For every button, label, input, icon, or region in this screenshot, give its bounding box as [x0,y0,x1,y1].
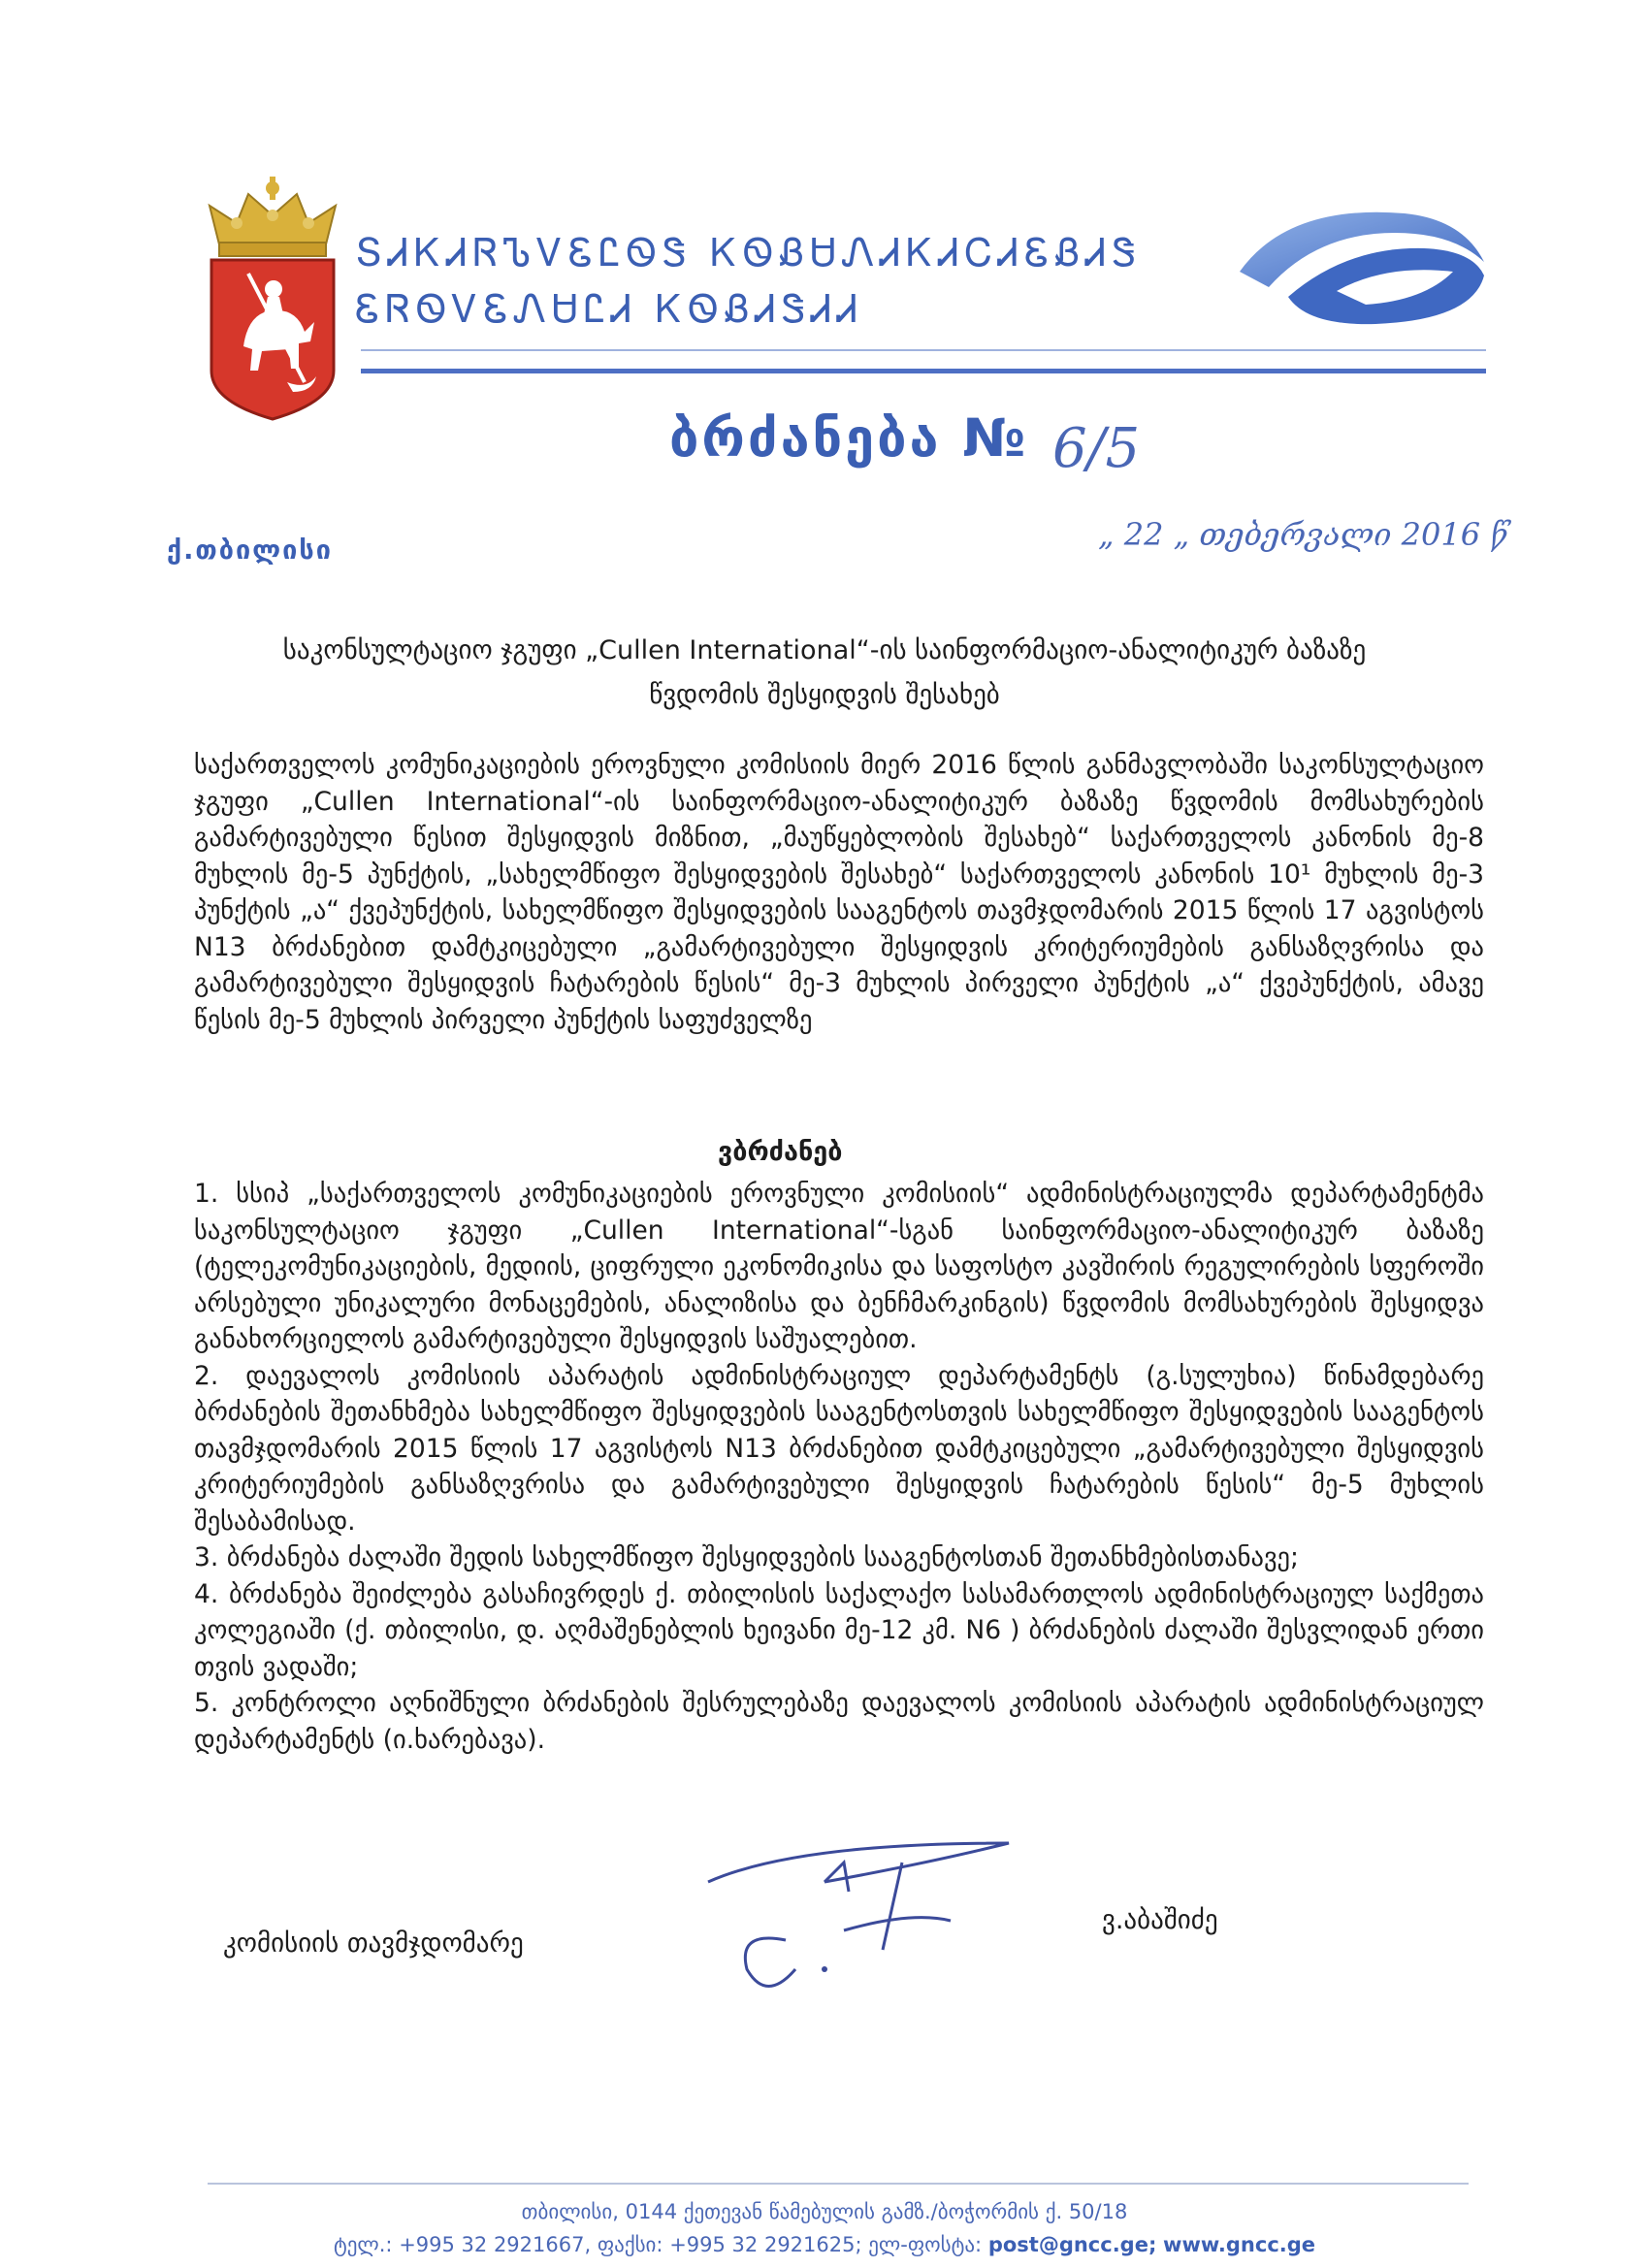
order-date: „ 22 „ თებერვალი 2016 წ [1098,516,1508,553]
header-rule-thick [361,369,1486,373]
order-item-5: 5. კონტროლი აღნიშნული ბრძანების შესრულებაზე დაევალოს კომისიის აპარატის ადმინისტრაციულ დეპარტამენტს (ი.ხარებავა). [194,1688,1484,1755]
email-link[interactable]: post@gncc.ge; [987,2233,1157,2256]
order-items [194,1176,1484,1758]
order-number: 6/5 [1052,417,1141,480]
coat-of-arms-icon [190,177,355,421]
fax-label: ფაქსი: [597,2233,663,2256]
order-heading: ვბრძანებ [718,1137,843,1167]
signatory-name: ვ.აბაშიძე [1102,1905,1218,1935]
phone-number: +995 32 2921667, [399,2233,592,2256]
footer-contacts [0,2233,1649,2256]
order-item-3: 3. ბრძანება ძალაში შედის სახელმწიფო შესყიდვების სააგენტოსთან შეთანხმებისთანავე; [194,1542,1299,1572]
order-item-2: 2. დაევალოს კომისიის აპარატის ადმინისტრაციულ დეპარტამენტს (გ.სულუხია) წინამდებარე ბრძანების შეთანხმება სახელმწიფო შესყიდვების სააგენტოსთვის სახელმწიფო შესყიდვების სააგენტოს თავმჯდომარის 2015 წლის 17 აგვისტოს N13 ბრძანებით დამტკიცებული „გამარტივებული შესყიდვის კრიტერიუმების განსაზღვრისა და გამარტივებული შესყიდვის ჩატარების წესის“ მე-5 მუხლის შესაბამისად. [194,1360,1484,1537]
subject-line-2: წვდომის შესყიდვის შესახებ [649,680,1000,710]
organization-name-line-2: ᏋᏒᏫᏙᏋᏁᏌᏝᏗ ᏦᏫᏰᏗᏕᏗᏗ [355,287,864,332]
order-item-4: 4. ბრძანება შეიძლება გასაჩივრდეს ქ. თბილისის საქალაქო სასამართლოს ადმინისტრაციულ საქმეთა კოლეგიაში (ქ. თბილისი, დ. აღმაშენებლის ხეივანი მე-12 კმ. N6 ) ბრძანების ძალაში შესვლიდან ერთი თვის ვადაში; [194,1578,1484,1682]
preamble-paragraph: საქართველოს კომუნიკაციების ეროვნული კომისიის მიერ 2016 წლის განმავლობაში საკონსულტაციო ჯგუფი „Cullen International“-ის საინფორმაციო-ანალიტიკურ ბაზაზე წვდომის მომსახურების გამარტივებული წესით შესყიდვის მიზნით, „მაუწყებლობის შესახებ“ საქართველოს კანონის მე-8 მუხლის მე-5 პუნქტის, „სახელმწიფო შესყიდვების შესახებ“ საქართველოს კანონის 10¹ მუხლის მე-3 პუნქტის „ა“ ქვეპუნქტის, სახელმწიფო შესყიდვების სააგენტოს თავმჯდომარის 2015 წლის 17 აგვისტოს N13 ბრძანებით დამტკიცებული „გამარტივებული შესყიდვის კრიტერიუმების განსაზღვრისა და გამარტივებული შესყიდვის ჩატარების წესის“ მე-3 მუხლის პირველი პუნქტის „ა“ ქვეპუნქტის, ამავე წესის მე-5 მუხლის პირველი პუნქტის საფუძველზე [194,750,1484,1035]
handwritten-signature [679,1824,1028,2008]
phone-label: ტელ.: [333,2233,393,2256]
website-link[interactable]: www.gncc.ge [1163,2233,1316,2256]
email-label: ელ-ფოსტა: [868,2233,983,2256]
footer-rule [208,2183,1469,2185]
fax-number: +995 32 2921625; [669,2233,862,2256]
city-label: ქ.თბილისი [167,535,333,566]
signatory-title: კომისიის თავმჯდომარე [223,1928,524,1959]
order-title: ბრძანება № [669,407,1029,469]
subject-line-1: საკონსულტაციო ჯგუფი „Cullen International“-ის საინფორმაციო-ანალიტიკურ ბაზაზე [282,635,1367,665]
header-rule-thin [361,349,1486,351]
order-item-1: 1. სსიპ „საქართველოს კომუნიკაციების ეროვნული კომისიის“ ადმინისტრაციულმა დეპარტამენტმა საკონსულტაციო ჯგუფი „Cullen International“-სგან საინფორმაციო-ანალიტიკურ ბაზაზე (ტელეკომუნიკაციების, მედიის, ციფრული ეკონომიკისა და საფოსტო კავშირის რეგულირების სფეროში არსებული უნიკალური მონაცემების, ანალიზისა და ბენჩმარკინგის) წვდომის მომსახურების შესყიდვა განახორციელოს გამარტივებული შესყიდვის საშუალებით. [194,1179,1484,1354]
organization-name-line-1: ՏᏗᏦᏗᏒᏖᏙᏋᏝᏫᏕ ᏦᏫᏰᏌᏁᏗᏦᏗᏟᏗᏋᏰᏗᏕ [355,231,1143,275]
footer-address: თბილისი, 0144 ქეთევან წამებულის გამზ./ბოჭორმის ქ. 50/18 [521,2200,1128,2223]
order-subject [194,629,1455,718]
gncc-logo-icon [1230,204,1492,330]
